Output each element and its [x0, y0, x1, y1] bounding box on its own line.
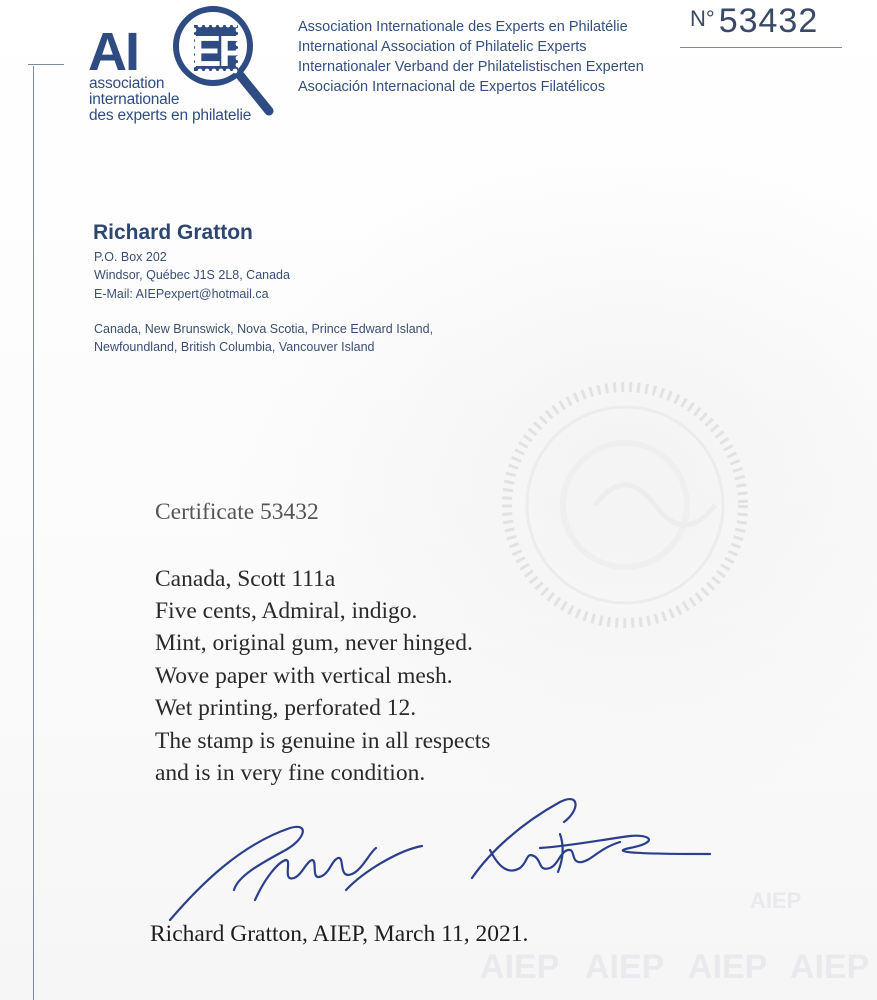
logo-line-1: association: [89, 75, 165, 92]
certificate-line: and is in very fine condition.: [155, 760, 426, 786]
svg-text:EP: EP: [192, 27, 245, 76]
expert-territories-line: Canada, New Brunswick, Nova Scotia, Prince Edward Island,: [94, 322, 434, 336]
certificate-number-value: 53432: [718, 2, 819, 40]
watermark-logo: AIEP: [750, 888, 802, 913]
certificate-line: Mint, original gum, never hinged.: [155, 630, 473, 656]
association-name-fr: Association Internationale des Experts en Philatélie: [298, 19, 628, 35]
signed-by-line: Richard Gratton, AIEP, March 11, 2021.: [150, 921, 529, 947]
association-name-es: Asociación Internacional de Expertos Filatélicos: [298, 79, 606, 95]
certificate-line: Wet printing, perforated 12.: [155, 695, 417, 721]
association-name-en: International Association of Philatelic Experts: [298, 39, 587, 55]
expert-address-line: Windsor, Québec J1S 2L8, Canada: [94, 268, 290, 282]
certificate-line: Five cents, Admiral, indigo.: [155, 598, 418, 624]
association-name-de: Internationaler Verband der Philatelistischen Experten: [298, 59, 644, 75]
expert-address-line: P.O. Box 202: [94, 250, 167, 264]
aiep-logo: [88, 4, 288, 128]
expert-territories-line: Newfoundland, British Columbia, Vancouver Island: [94, 340, 375, 354]
svg-text:AI: AI: [88, 22, 138, 82]
watermark-logo: AIEP: [790, 948, 870, 986]
handwritten-signature: [160, 790, 720, 930]
embossed-seal-icon: [500, 355, 750, 645]
letterhead-left-rule: [33, 66, 34, 1000]
certificate-line: The stamp is genuine in all respects: [155, 728, 491, 754]
logo-line-3: des experts en philatelie: [89, 107, 252, 124]
certificate-line: Wove paper with vertical mesh.: [155, 663, 453, 689]
letterhead-top-rule: [28, 64, 64, 65]
expert-email: E-Mail: AIEPexpert@hotmail.ca: [94, 287, 269, 301]
certificate-number-rule: [680, 47, 842, 48]
certificate-number: [690, 2, 818, 41]
certificate-number-prefix: N°: [690, 6, 715, 31]
watermark-logo: AIEP: [480, 948, 560, 986]
watermark-logo: AIEP: [585, 948, 665, 986]
logo-line-2: internationale: [89, 91, 180, 108]
certificate-line: Canada, Scott 111a: [155, 566, 336, 592]
association-names: [298, 17, 644, 97]
watermark-logo: AIEP: [688, 948, 768, 986]
expert-name: Richard Gratton: [93, 221, 253, 244]
certificate-title: Certificate 53432: [155, 499, 319, 525]
